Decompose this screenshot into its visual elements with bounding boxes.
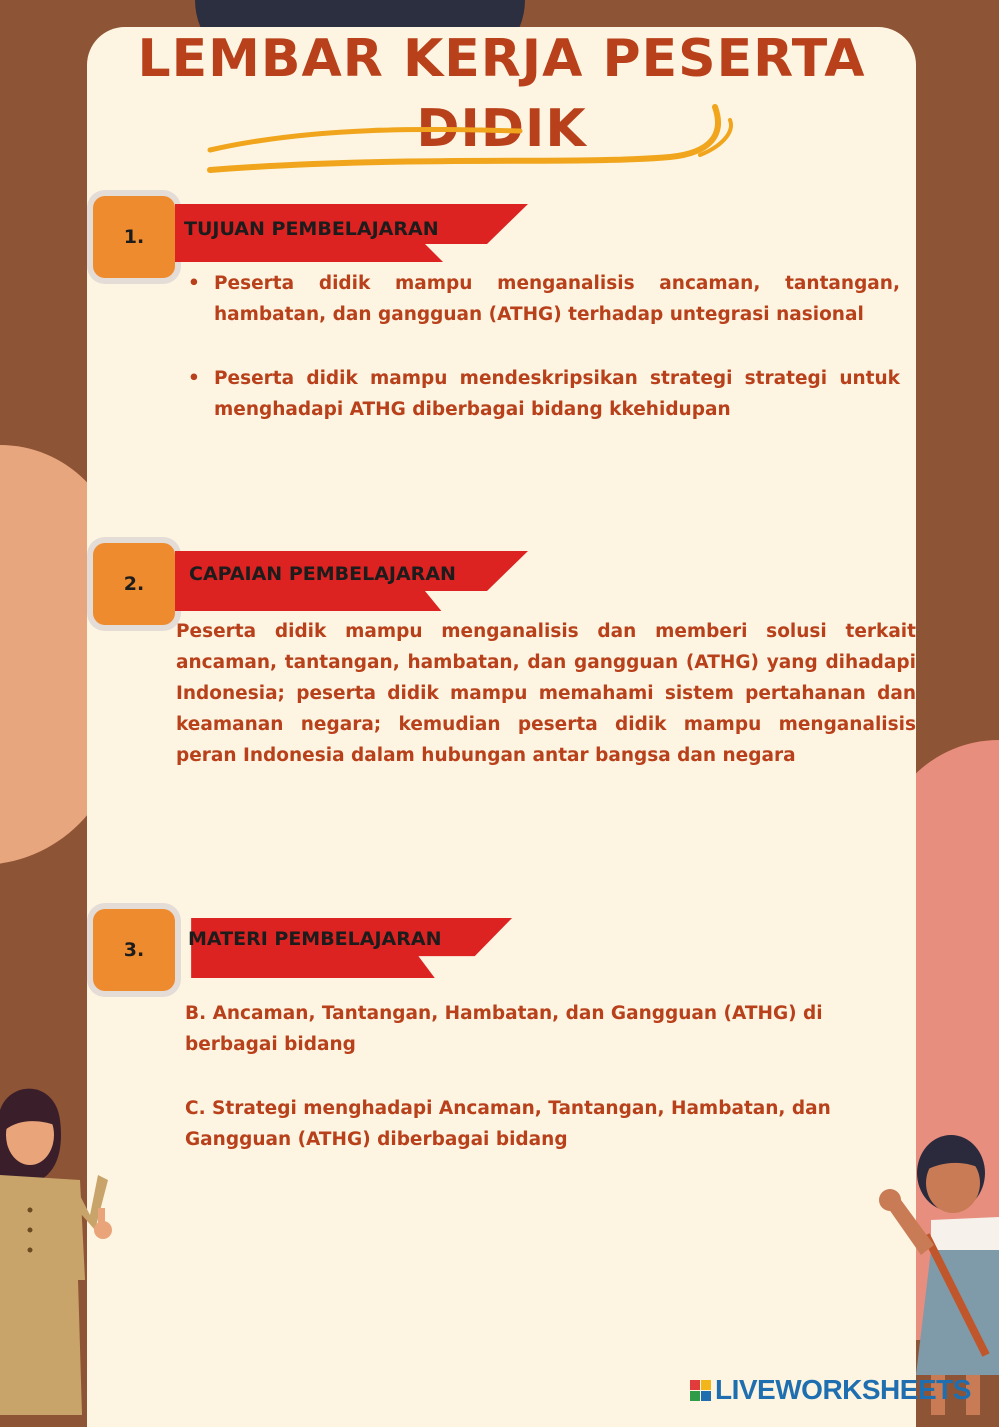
section-2-number: 2. xyxy=(93,543,175,625)
worksheet-title: LEMBAR KERJA PESERTA DIDIK xyxy=(137,29,866,159)
material-item-b: B. Ancaman, Tantangan, Hambatan, dan Gangguan (ATHG) di berbagai bidang xyxy=(185,1003,823,1055)
list-item: • Peserta didik mampu mendeskripsikan strategi strategi untuk menghadapi ATHG diberbagai bidang kkehidupan xyxy=(188,363,900,425)
list-item: • Peserta didik mampu menganalisis ancaman, tantangan, hambatan, dan gangguan (ATHG) terhadap untegrasi nasional xyxy=(188,268,900,330)
section-3-heading: MATERI PEMBELAJARAN xyxy=(188,928,442,950)
section-3-number: 3. xyxy=(93,909,175,991)
section-1-number: 1. xyxy=(93,196,175,278)
objectives-list xyxy=(188,268,900,458)
liveworksheets-logo-icon xyxy=(690,1380,711,1401)
student-illustration xyxy=(876,1125,999,1415)
title-underline-swoosh xyxy=(200,95,745,180)
section-1-heading: TUJUAN PEMBELAJARAN xyxy=(184,218,439,240)
liveworksheets-logo xyxy=(690,1374,971,1406)
watermark-text: LIVEWORKSHEETS xyxy=(715,1374,971,1405)
teacher-illustration xyxy=(0,1080,120,1415)
section-2-heading: CAPAIAN PEMBELAJARAN xyxy=(189,563,456,585)
material-item-c: C. Strategi menghadapi Ancaman, Tantangan, Hambatan, dan Gangguan (ATHG) diberbagai bidang xyxy=(185,1098,831,1150)
achievement-paragraph: Peserta didik mampu menganalisis dan memberi solusi terkait ancaman, tantangan, hambatan, dan gangguan (ATHG) yang dihadapi Indonesia; peserta didik mampu memahami sistem pertahanan dan keamanan negara; kemudian peserta didik mampu menganalisis peran Indonesia dalam hubungan antar bangsa dan negara xyxy=(176,621,916,766)
